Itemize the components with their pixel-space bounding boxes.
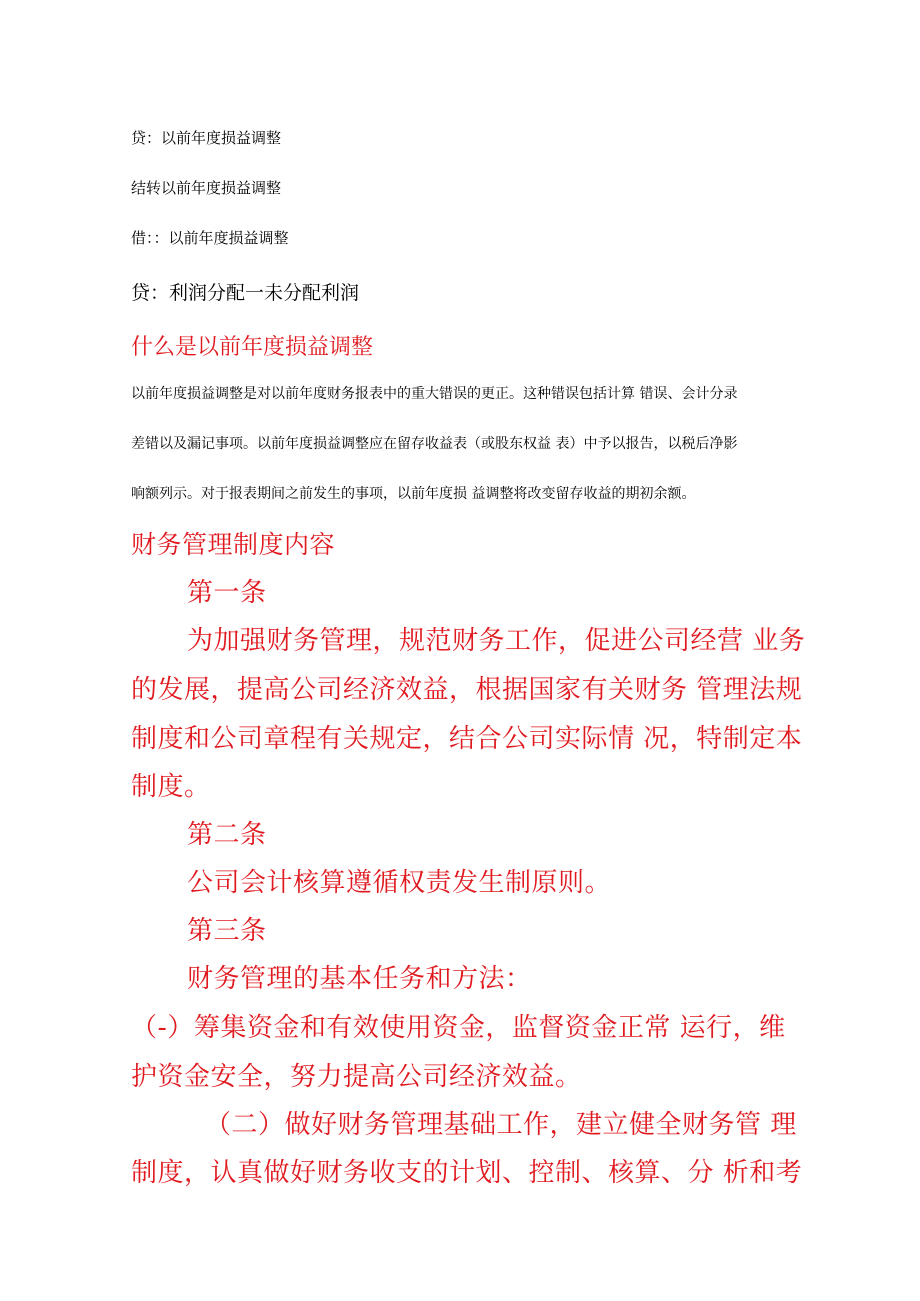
item-1-line-2: 护资金安全，努力提高公司经济效益。 bbox=[131, 1062, 582, 1092]
item-2-line-1: （二）做好财务管理基础工作，建立健全财务管 理 bbox=[205, 1110, 797, 1140]
article-1-line-1: 为加强财务管理，规范财务工作，促进公司经营 业务 bbox=[187, 626, 806, 656]
article-1-line-3: 制度和公司章程有关规定，结合公司实际情 况，特制定本 bbox=[131, 724, 803, 754]
paragraph-line-2: 差错以及漏记事项。以前年度损益调整应在留存收益表（或股东权益 表）中予以报告，以税后净影 bbox=[131, 436, 738, 452]
entry-debit-line: 借：：以前年度损益调整 bbox=[131, 229, 289, 247]
article-1-line-2: 的发展，提高公司经济效益，根据国家有关财务 管理法规 bbox=[131, 675, 803, 705]
item-2-line-2: 制度，认真做好财务收支的计划、控制、核算、分 析和考 bbox=[131, 1158, 803, 1188]
article-1-title: 第一条 bbox=[187, 578, 267, 608]
paragraph-line-1: 以前年度损益调整是对以前年度财务报表中的重大错误的更正。这种错误包括计算 错误、会计分录 bbox=[131, 386, 738, 402]
entry-credit-line: 贷：以前年度损益调整 bbox=[131, 129, 282, 147]
item-1-line-1: （-）筹集资金和有效使用资金，监督资金正常 运行，维 bbox=[131, 1013, 786, 1043]
article-1-line-4: 制度。 bbox=[131, 772, 211, 802]
paragraph-line-3: 响额列示。对于报表期间之前发生的事项，以前年度损 益调整将改变留存收益的期初余额。 bbox=[131, 486, 696, 502]
article-2-title: 第二条 bbox=[187, 820, 267, 850]
article-3-title: 第三条 bbox=[187, 916, 267, 946]
article-2-text: 公司会计核算遵循权责发生制原则。 bbox=[187, 868, 612, 898]
section-heading-prior-year-adjustment: 什么是以前年度损益调整 bbox=[131, 335, 374, 360]
article-3-intro: 财务管理的基本任务和方法： bbox=[187, 964, 532, 994]
entry-transfer-line: 结转以前年度损益调整 bbox=[131, 179, 282, 197]
entry-credit-profit-line: 贷：利润分配一未分配利润 bbox=[131, 282, 360, 304]
section-heading-financial-rules: 财务管理制度内容 bbox=[131, 530, 336, 559]
